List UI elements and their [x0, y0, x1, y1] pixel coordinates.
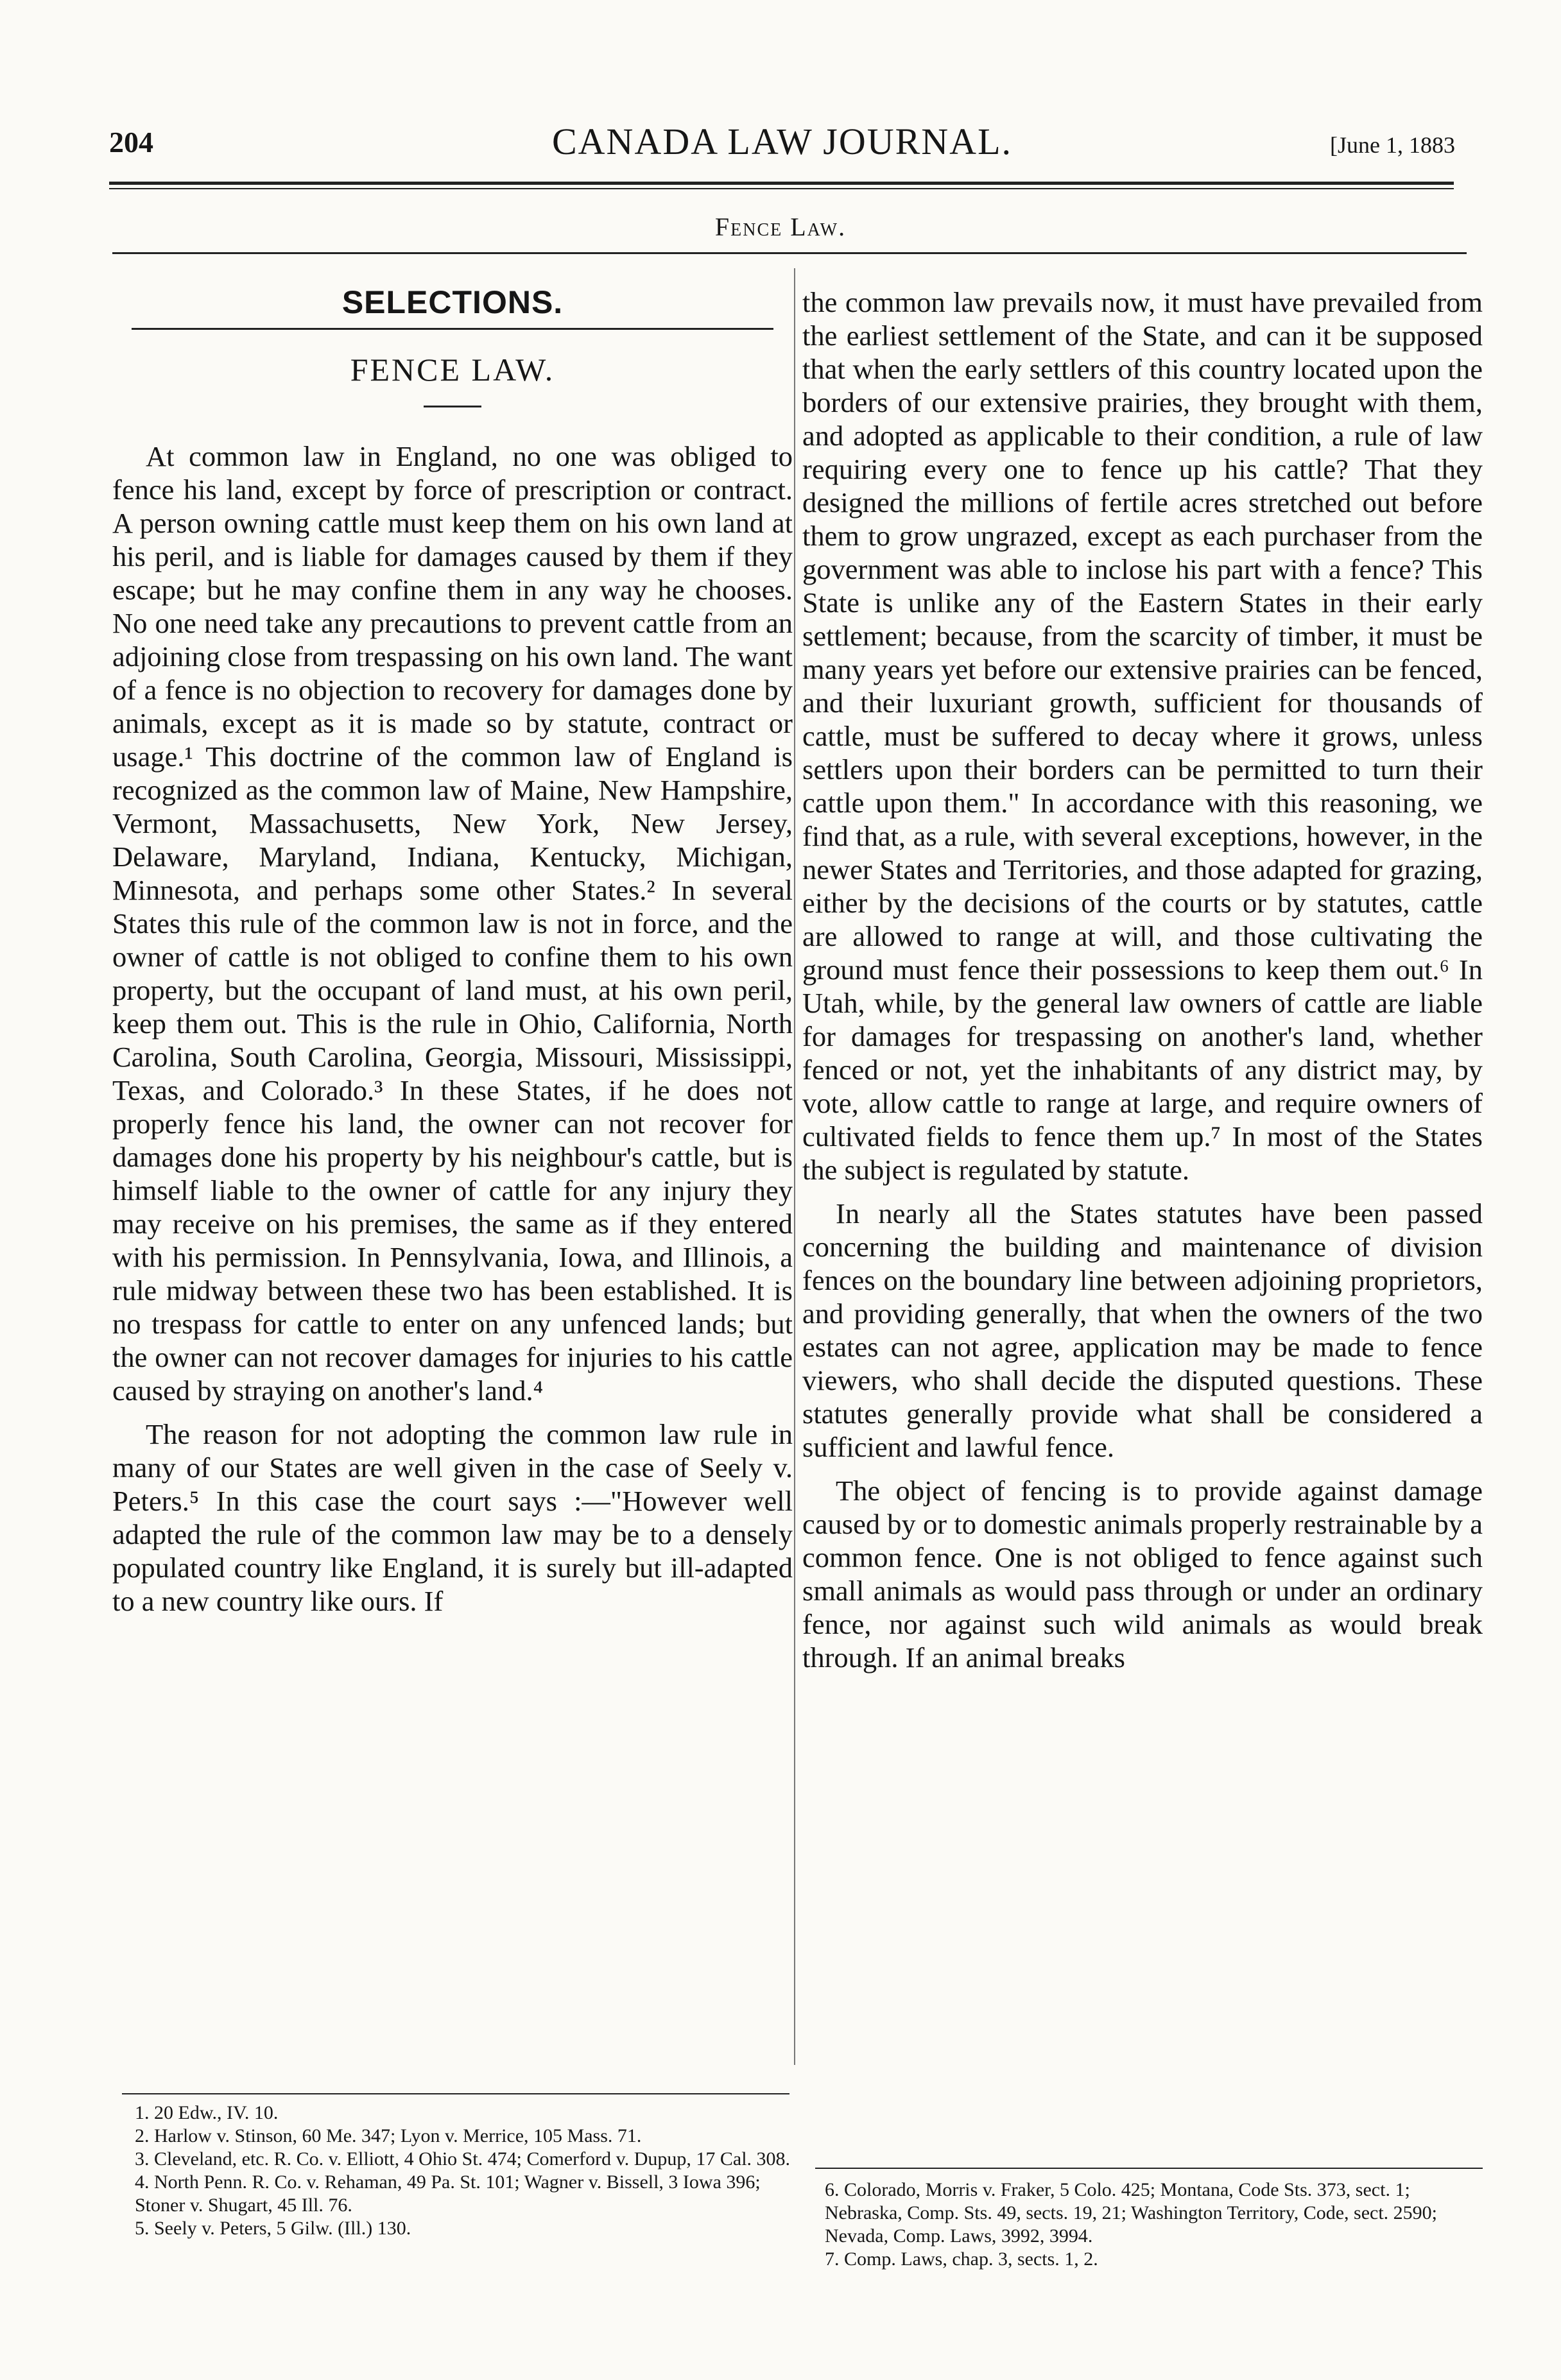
running-head	[109, 121, 1455, 176]
footnote: 3. Cleveland, etc. R. Co. v. Elliott, 4 Ohio St. 474; Comerford v. Dupup, 17 Cal. 308.	[135, 2148, 791, 2170]
column-divider	[794, 268, 795, 2065]
left-column	[112, 286, 793, 1618]
subject-rule	[112, 252, 1467, 254]
footnote: 2. Harlow v. Stinson, 60 Me. 347; Lyon v. Merrice, 105 Mass. 71.	[135, 2125, 642, 2146]
page-number: 204	[109, 126, 153, 158]
footnote: 7. Comp. Laws, chap. 3, sects. 1, 2.	[825, 2248, 1098, 2270]
footnote: 1. 20 Edw., IV. 10.	[135, 2102, 279, 2123]
footnote: 6. Colorado, Morris v. Fraker, 5 Colo. 425; Montana, Code Sts. 373, sect. 1; Nebraska, Comp. Sts. 49, sects. 19, 21; Washington Territory, Code, sect. 2590; Nevada, Comp. Laws, 3992, 3994.	[825, 2179, 1437, 2247]
footnote: 5. Seely v. Peters, 5 Gilw. (Ill.) 130.	[135, 2218, 411, 2239]
paragraph: The reason for not adopting the common law rule in many of our States are well given in the case of Seely v. Peters.⁵ In this case the court says :—"However well adapted the rule of the common law may be to a densely populated country like England, it is surely but ill-adapted to a new country like ours. If	[112, 1418, 793, 1617]
section-title: SELECTIONS.	[341, 284, 564, 320]
paragraph: In nearly all the States statutes have been passed concerning the building and maintenance of division fences on the boundary line between adjoining proprietors, and providing generally, that when the owners of the two estates can not agree, application may be made to fence viewers, who shall decide the disputed questions. These statutes generally provide what shall be considered a sufficient and lawful fence.	[802, 1197, 1483, 1463]
issue-date: [June 1, 1883	[1330, 132, 1455, 158]
footnote-rule-left	[122, 2093, 789, 2094]
right-column	[802, 286, 1483, 1674]
paragraph: The object of fencing is to provide against damage caused by or to domestic animals properly restrainable by a common fence. One is not obliged to fence against such small animals as would pass through or under an ordinary fence, nor against such wild animals as would break through. If an animal breaks	[802, 1475, 1483, 1674]
header-rule-thin	[109, 188, 1454, 189]
footnote: 4. North Penn. R. Co. v. Rehaman, 49 Pa. St. 101; Wagner v. Bissell, 3 Iowa 396; Stoner v. Shugart, 45 Ill. 76.	[135, 2171, 761, 2216]
subject-heading: Fence Law.	[714, 212, 847, 241]
article-title: FENCE LAW.	[350, 352, 555, 388]
journal-title: CANADA LAW JOURNAL.	[551, 121, 1012, 162]
section-rule	[132, 328, 773, 330]
title-dash	[424, 406, 481, 407]
footnotes-left	[135, 2102, 796, 2240]
header-rule-thick	[109, 182, 1454, 185]
paragraph: the common law prevails now, it must have prevailed from the earliest settlement of the State, and can it be supposed that when the early settlers of this country located upon the borders of our extensive prairies, they brought with them, and adopted as applicable to their condition, a rule of law requiring every one to fence up his cattle? That they designed the millions of fertile acres stretched out before them to grow ungrazed, except as each purchaser from the government was able to inclose his part with a fence? This State is unlike any of the Eastern States in their early settlement; because, from the scarcity of timber, it must be many years yet before our extensive prairies can be fenced, and their luxuriant growth, sufficient for thousands of cattle, must be suffered to decay where it grows, unless settlers upon their borders can be permitted to turn their cattle upon them." In accordance with this reasoning, we find that, as a rule, with several exceptions, however, in the newer States and Territories, and those adapted for grazing, either by the decisions of the courts or by statutes, cattle are allowed to range at will, and those cultivating the ground must fence their possessions to keep them out.⁶ In Utah, while, by the general law owners of cattle are liable for damages for trespassing on another's land, whether fenced or not, yet the inhabitants of any district may, by vote, allow cattle to range at large, and require owners of cultivated fields to fence them up.⁷ In most of the States the subject is regulated by statute.	[802, 286, 1483, 1186]
paragraph: At common law in England, no one was obliged to fence his land, except by force of prescription or contract. A person owning cattle must keep them on his own land at his peril, and is liable for damages caused by them if they escape; but he may confine them in any way he chooses. No one need take any precautions to prevent cattle from an adjoining close from trespassing on his own land. The want of a fence is no objection to recovery for damages done by animals, except as it is made so by statute, contract or usage.¹ This doctrine of the common law of England is recognized as the common law of Maine, New Hampshire, Vermont, Massachusetts, New York, New Jersey, Delaware, Maryland, Indiana, Kentucky, Michigan, Minnesota, and perhaps some other States.² In several States this rule of the common law is not in force, and the owner of cattle is not obliged to confine them to his own property, but the occupant of land must, at his own peril, keep them out. This is the rule in Ohio, California, North Carolina, South Carolina, Georgia, Missouri, Mississippi, Texas, and Colorado.³ In these States, if he does not properly fence his land, the owner can not recover for damages done his property by his neighbour's cattle, but is himself liable to the owner of cattle for any injury they may receive on his premises, the same as if they entered with his permission. In Pennsylvania, Iowa, and Illinois, a rule midway between these two has been established. It is no trespass for cattle to enter on any unfenced lands; but the owner can not recover damages for injuries to his cattle caused by straying on another's land.⁴	[112, 440, 793, 1407]
footnote-rule-right	[815, 2168, 1483, 2169]
footnotes-right	[825, 2179, 1492, 2271]
